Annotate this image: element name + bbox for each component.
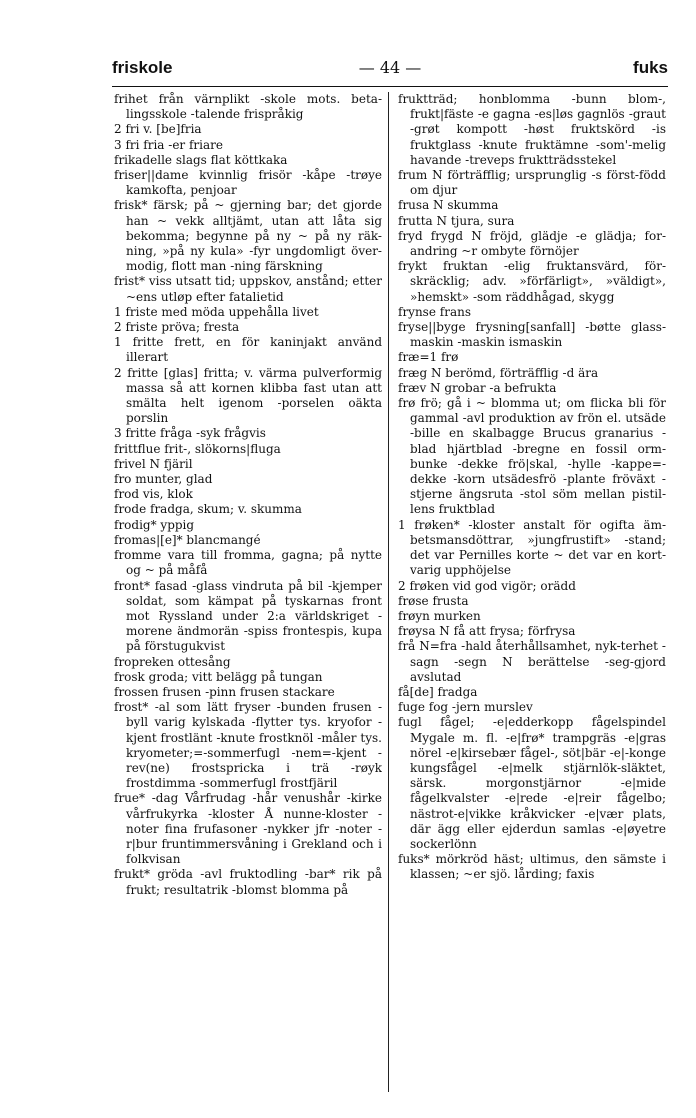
dictionary-entry: 2 frøken vid god vigör; orädd — [398, 578, 576, 593]
dictionary-entry: frøysa N få att frysa; förfrysa — [398, 624, 576, 639]
dictionary-entry: fræg N berömd, förträfflig -d ära — [398, 365, 599, 380]
dictionary-entry: fromme vara till fromma, gagna; på nytte og ~ på måfå — [114, 548, 382, 578]
dictionary-entry: frutta N tjura, sura — [398, 213, 515, 228]
dictionary-entry: friser||dame kvinnlig frisör -kåpe -trøye kamkofta, penjoar — [114, 168, 382, 198]
dictionary-entry: 1 friste med möda uppehålla livet — [114, 304, 319, 319]
dictionary-entry: frøyn murken — [398, 608, 481, 623]
dictionary-entry: frusa N skumma — [398, 198, 499, 213]
dictionary-entry: frisk* färsk; på ~ gjerning bar; det gjorde han ~ vekk alltjämt, utan att låta sig bekomma; begynne på ny ~ på ny räk-ning, »på ny kula» -fyr ungdomligt över-modig, flott man -ning färskning — [114, 198, 382, 274]
dictionary-entry: 2 friste pröva; fresta — [114, 320, 240, 335]
dictionary-entry: frittflue frit-, slökorns|fluga — [114, 441, 281, 456]
dictionary-entry: front* fasad -glass vindruta på bil -kjemper soldat, som kämpat på tyskarnas front mot Ryssland under 2:a världskriget -morene ändmorän -spiss frontespis, kupa på förstugukvist — [114, 578, 382, 654]
dictionary-entry: 3 fritte fråga -syk frågvis — [114, 426, 266, 441]
dictionary-entry: fro munter, glad — [114, 472, 213, 487]
dictionary-entry: frikadelle slags flat köttkaka — [114, 152, 288, 167]
dictionary-entry: fropreken ottesång — [114, 654, 231, 669]
dictionary-entry: 2 fritte [glas] fritta; v. värma pulverformig massa så att kornen klibba fast utan att smälta helt igenom -porselen oäkta porslin — [114, 365, 382, 426]
dictionary-entry: frod vis, klok — [114, 487, 193, 502]
dictionary-entry: fræ=1 frø — [398, 350, 459, 365]
left-guide-word: friskole — [112, 58, 173, 77]
dictionary-entry: fryse||byge frysning[sanfall] -bøtte glass-maskin -maskin ismaskin — [398, 320, 666, 350]
dictionary-entry: fromas|[e]* blancmangé — [114, 532, 261, 547]
dictionary-entry: frost* -al som lätt fryser -bunden frusen -byll varig kylskada -flytter tys. kryofor -kjent frostlänt -knute frostknöl -måler tys. kryometer;=-sommerfugl -nem=-kjent -rev(ne) frostspricka i trä -røyk frostdimma -sommerfugl frostfjäril — [114, 700, 382, 791]
dictionary-entry: frode fradga, skum; v. skumma — [114, 502, 302, 517]
dictionary-entry: frodig* yppig — [114, 517, 195, 532]
dictionary-entry: frukt* gröda -avl fruktodling -bar* rik på frukt; resultatrik -blomst blomma på — [114, 867, 382, 897]
dictionary-entry: 2 fri v. [be]fria — [114, 122, 202, 137]
header-rule — [112, 86, 668, 87]
dictionary-entry: 3 fri fria -er friare — [114, 137, 223, 152]
dictionary-entry: fuge fog -jern murslev — [398, 700, 533, 715]
dictionary-entry: frue* -dag Vårfrudag -hår venushår -kirke vårfrukyrka -kloster Å nunne-kloster -noter fina frufasoner -nykker jfr -noter -r|bur fruntimmersvåning i Grekland och i folkvisan — [114, 791, 382, 867]
right-column — [398, 92, 666, 1112]
dictionary-entry: frå N=fra -hald återhållsamhet, nyk-terhet -sagn -segn N berättelse -seg-gjord avslutad — [398, 639, 666, 684]
dictionary-entry: fuks* mörkröd häst; ultimus, den sämste i klassen; ~er sjö. lårding; faxis — [398, 852, 666, 882]
dictionary-entry: fruktträd; honblomma -bunn blom-, frukt|fäste -e gagna -es|løs gagnlös -graut -grøt kompott -høst fruktskörd -is fruktglass -knute fruktämne -som'-melig havande -treveps fruktträdsstekel — [398, 92, 666, 167]
dictionary-entry: frøse frusta — [398, 593, 469, 608]
dictionary-entry: fryd frygd N fröjd, glädje -e glädja; for-andring ~r ombyte förnöjer — [398, 228, 666, 259]
dictionary-entry: 1 frøken* -kloster anstalt för ogifta äm-betsmansdöttrar, »jungfrustift» -stand; det var Pernilles korte ~ det var en kort-varig upphöjelse — [398, 517, 666, 578]
dictionary-entry: fugl fågel; -e|edderkopp fågelspindel Mygale m. fl. -e|frø* trampgräs -e|gras nörel -e|kirsebær fågel-, söt|bär -e|-konge kungsfågel -e|melk stjärnlök-släktet, särsk. morgonstjärnor -e|mide fågelkvalster -e|rede -e|reir fågelbo; nästrot-e|vikke kråkvicker -e|vær plats, där ägg eller ejderdun samlas -e|øyetre sockerlönn — [398, 715, 666, 851]
dictionary-entry: frihet från värnplikt -skole mots. beta-lingsskole -talende frispråkig — [114, 92, 382, 122]
dictionary-entry: få[de] fradga — [398, 684, 478, 699]
dictionary-entry: frum N förträfflig; ursprunglig -s först-född om djur — [398, 168, 666, 198]
dictionary-entry: fræv N grobar -a befrukta — [398, 380, 557, 395]
dictionary-entry: frivel N fjäril — [114, 456, 193, 471]
right-guide-word: fuks — [633, 58, 668, 77]
left-column — [114, 92, 382, 1112]
page-number: — 44 — — [358, 58, 422, 77]
dictionary-entry: frynse frans — [398, 304, 471, 319]
page-header — [112, 58, 668, 80]
dictionary-entry: frist* viss utsatt tid; uppskov, anstånd; etter ~ens utløp efter fatalietid — [114, 274, 382, 304]
dictionary-entry: frosk groda; vitt belägg på tungan — [114, 669, 323, 684]
dictionary-entry: frø frö; gå i ~ blomma ut; om flicka bli för gammal -avl produktion av frön el. utsäde -bille en skalbagge Brucus granarius -blad hjärtblad -bregne en fossil orm-bunke -dekke frö|skal, -hylle -kappe=-dekke -korn utsädesfrö -plante fröväxt -stjerne ängsruta -stol söm mellan pistil-lens fruktblad — [398, 396, 666, 517]
dictionary-entry: frossen frusen -pinn frusen stackare — [114, 684, 335, 699]
column-divider — [388, 92, 389, 1092]
dictionary-entry: 1 fritte frett, en för kaninjakt använd illerart — [114, 335, 382, 365]
dictionary-entry: frykt fruktan -elig fruktansvärd, för-skräcklig; adv. »förfärligt», »väldigt», »hemskt» -som räddhågad, skygg — [398, 259, 666, 304]
